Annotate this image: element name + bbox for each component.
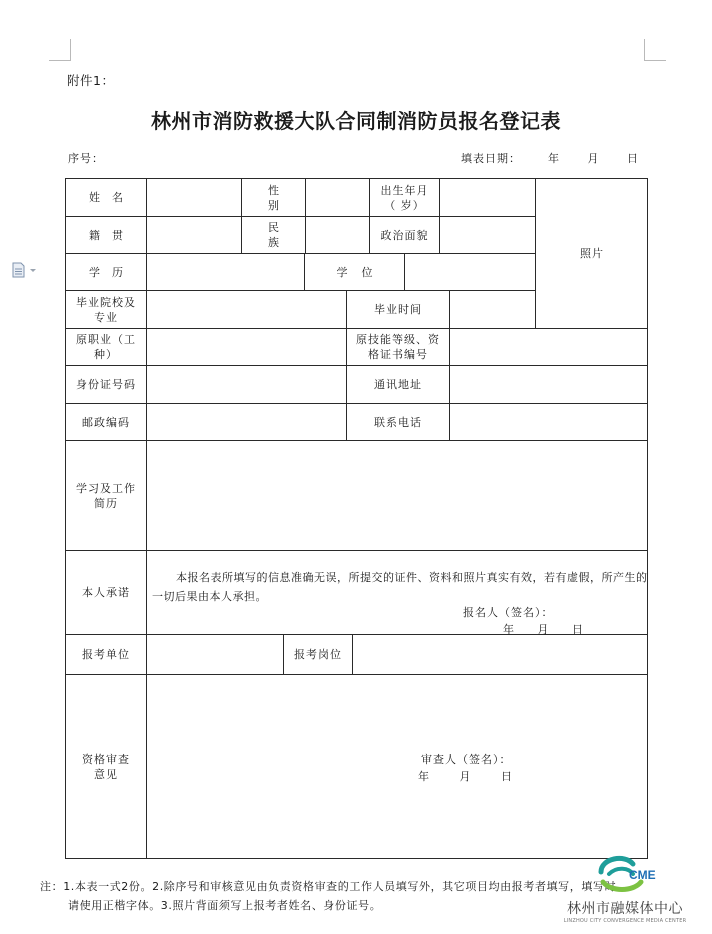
ethnicity-label: 民族: [242, 217, 306, 254]
graduation-time-label: 毕业时间: [347, 291, 450, 329]
serial-number-label: 序号：: [68, 152, 104, 165]
birth-date-field[interactable]: [440, 179, 536, 217]
logo-mark-text: CME: [629, 868, 656, 882]
resume-label: 学习及工作简历: [66, 441, 147, 551]
applicant-date-month: 月: [537, 623, 549, 636]
id-number-label: 身份证号码: [66, 366, 147, 404]
applied-unit-field[interactable]: [147, 635, 284, 675]
school-major-label: 毕业院校及专业: [66, 291, 147, 329]
photo-box[interactable]: 照片: [536, 179, 648, 329]
phone-field[interactable]: [450, 404, 648, 441]
address-label: 通讯地址: [347, 366, 450, 404]
media-center-english-name: LINZHOU CITY CONVERGENCE MEDIA CENTER: [563, 918, 687, 924]
media-center-logo-icon: [595, 852, 659, 894]
pledge-label: 本人承诺: [66, 551, 147, 635]
name-field[interactable]: [147, 179, 242, 217]
reviewer-date-day: 日: [501, 770, 512, 783]
fill-date-year: 年: [548, 152, 559, 165]
page-title: 林州市消防救援大队合同制消防员报名登记表: [151, 109, 561, 133]
applied-post-label: 报考岗位: [284, 635, 353, 675]
postal-code-field[interactable]: [147, 404, 347, 441]
applicant-date-year: 年: [503, 623, 514, 636]
applied-post-field[interactable]: [353, 635, 648, 675]
fill-date-day: 日: [627, 152, 638, 165]
qualification-review-label: 资格审查意见: [66, 675, 147, 858]
page-corner-mark-top-right: [644, 39, 666, 61]
birth-date-label: 出生年月（ 岁）: [370, 179, 440, 217]
native-place-field[interactable]: [147, 217, 242, 254]
gender-label: 性别: [242, 179, 306, 217]
name-label: 姓名: [66, 179, 147, 217]
applicant-signature-label: 报名人（签名）：: [463, 606, 554, 619]
education-label: 学历: [66, 254, 147, 291]
id-number-field[interactable]: [147, 366, 347, 404]
reviewer-date-year: 年: [418, 770, 429, 783]
skill-certificate-label: 原技能等级、资格证书编号: [347, 329, 450, 366]
attachment-label: 附件1：: [67, 73, 115, 88]
applied-unit-label: 报考单位: [66, 635, 147, 675]
document-icon[interactable]: [11, 262, 39, 278]
reviewer-signature-label: 审查人（签名）：: [421, 753, 512, 766]
previous-job-field[interactable]: [147, 329, 347, 366]
fill-date-label: 填表日期：: [461, 152, 521, 165]
fill-date: [548, 150, 638, 166]
media-center-name: 林州市融媒体中心: [567, 901, 683, 917]
education-field[interactable]: [147, 254, 305, 291]
media-center-watermark: [560, 852, 690, 930]
reviewer-date-month: 月: [459, 770, 471, 783]
degree-field[interactable]: [405, 254, 536, 291]
gender-field[interactable]: [306, 179, 370, 217]
registration-form: [65, 178, 648, 859]
footnote-line-2: 请使用正楷字体。3.照片背面须写上报考者姓名、身份证号。: [68, 899, 382, 912]
pledge-text: 本报名表所填写的信息准确无误，所提交的证件、资料和照片真实有效，若有虚假，所产生的一切后果由本人承担。: [152, 571, 648, 603]
qualification-review-area[interactable]: [147, 675, 648, 858]
reviewer-sign-date: [418, 768, 512, 784]
school-major-field[interactable]: [147, 291, 347, 329]
graduation-time-field[interactable]: [450, 291, 536, 329]
address-field[interactable]: [450, 366, 648, 404]
applicant-date-day: 日: [572, 623, 583, 636]
political-status-label: 政治面貌: [370, 217, 440, 254]
postal-code-label: 邮政编码: [66, 404, 147, 441]
previous-job-label: 原职业（工种）: [66, 329, 147, 366]
applicant-sign-date: [503, 621, 583, 637]
ethnicity-field[interactable]: [306, 217, 370, 254]
skill-certificate-field[interactable]: [450, 329, 648, 366]
degree-label: 学位: [305, 254, 405, 291]
fill-date-month: 月: [587, 152, 599, 165]
native-place-label: 籍贯: [66, 217, 147, 254]
resume-field[interactable]: [147, 441, 648, 551]
page-corner-mark-top-left: [49, 39, 71, 61]
phone-label: 联系电话: [347, 404, 450, 441]
political-status-field[interactable]: [440, 217, 536, 254]
footnote-line-1: 注：1.本表一式2份。2.除序号和审核意见由负责资格审查的工作人员填写外，其它项目均由报考者填写，填写时: [40, 880, 617, 893]
